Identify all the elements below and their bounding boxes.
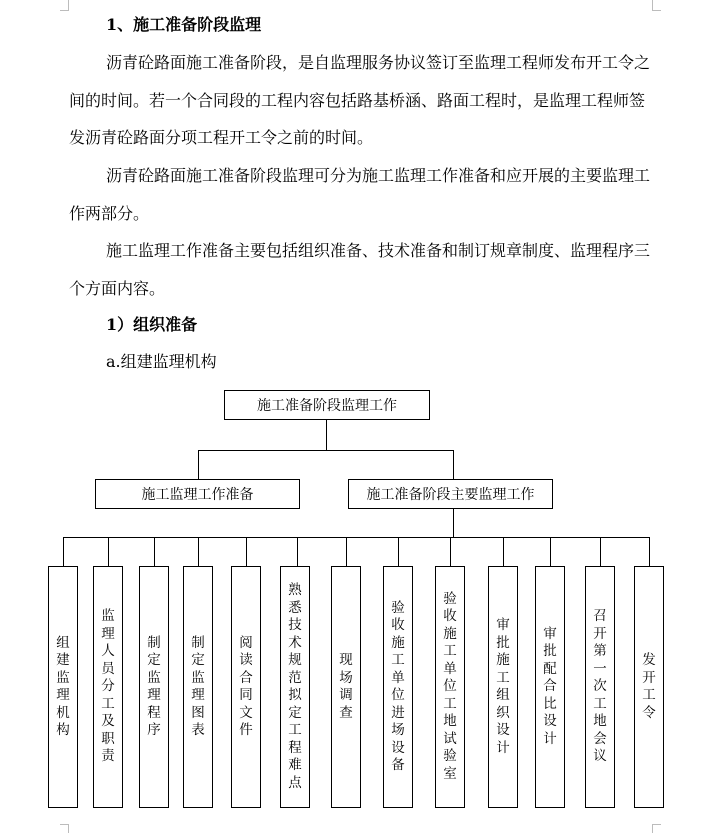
connector-leaf-12 [600, 537, 601, 566]
page-corner-mark-top-left [60, 0, 69, 11]
org-leaf-label-4: 制定监理图表 [191, 634, 205, 738]
org-leaf-label-5: 阅读合同文件 [239, 634, 253, 738]
org-leaf-label-13: 发开工令 [642, 652, 656, 721]
connector-leaf-bar [63, 537, 649, 538]
org-leaf-label-10: 审批施工组织设计 [496, 617, 510, 756]
org-leaf-label-9: 验收施工单位工地试验室 [443, 590, 457, 782]
paragraph-1: 沥青砼路面施工准备阶段，是自监理服务协议签订至监理工程师发布开工令之间的时间。若一个合同段的工程内容包括路基桥涵、路面工程时，是监理工程师签发沥青砼路面分项工程开工令之前的时间。 [69, 53, 651, 147]
org-leaf-box-9 [435, 566, 465, 808]
org-leaf-label-3: 制定监理程序 [147, 634, 161, 738]
connector-leaf-3 [154, 537, 155, 566]
connector-leaf-9 [450, 537, 451, 566]
connector-leaf-5 [246, 537, 247, 566]
org-leaf-label-12: 召开第一次工地会议 [593, 608, 607, 765]
org-branch-box-main-work: 施工准备阶段主要监理工作 [348, 479, 553, 509]
org-leaf-box-1 [48, 566, 78, 808]
org-leaf-label-8: 验收施工单位进场设备 [391, 599, 405, 773]
connector-leaf-10 [503, 537, 504, 566]
org-leaf-box-11 [535, 566, 565, 808]
connector-leaf-11 [550, 537, 551, 566]
connector-leaf-13 [649, 537, 650, 566]
connector-branch-left [198, 450, 199, 479]
connector-leaf-7 [346, 537, 347, 566]
org-branch-box-prep: 施工监理工作准备 [95, 479, 300, 509]
connector-leaf-4 [198, 537, 199, 566]
org-leaf-box-13 [634, 566, 664, 808]
org-root-box: 施工准备阶段监理工作 [224, 390, 430, 420]
connector-leaf-6 [297, 537, 298, 566]
page-corner-mark-top-right [652, 0, 661, 11]
connector-right-down [453, 509, 454, 537]
item-label: a.组建监理机构 [106, 352, 217, 371]
org-leaf-box-6 [280, 566, 310, 808]
paragraph-3: 施工监理工作准备主要包括组织准备、技术准备和制订规章制度、监理程序三个方面内容。 [69, 241, 651, 298]
org-leaf-label-2: 监理人员分工及职责 [101, 608, 115, 765]
connector-leaf-2 [108, 537, 109, 566]
org-leaf-box-10 [488, 566, 518, 808]
connector-leaf-1 [63, 537, 64, 566]
org-leaf-box-7 [331, 566, 361, 808]
org-leaf-box-2 [93, 566, 123, 808]
connector-leaf-8 [398, 537, 399, 566]
org-leaf-box-4 [183, 566, 213, 808]
paragraph-2: 沥青砼路面施工准备阶段监理可分为施工监理工作准备和应开展的主要监理工作两部分。 [69, 166, 651, 223]
org-leaf-label-1: 组建监理机构 [56, 634, 70, 738]
org-leaf-box-5 [231, 566, 261, 808]
connector-branch-bar [198, 450, 454, 451]
org-leaf-label-11: 审批配合比设计 [543, 625, 557, 747]
subheading: 1）组织准备 [106, 315, 198, 334]
org-leaf-box-12 [585, 566, 615, 808]
org-leaf-box-8 [383, 566, 413, 808]
connector-branch-right [453, 450, 454, 479]
section-heading: 1、施工准备阶段监理 [106, 15, 262, 34]
org-leaf-label-6: 熟悉技术规范拟定工程难点 [288, 582, 302, 791]
org-leaf-label-7: 现场调查 [339, 652, 353, 721]
connector-root-down [326, 420, 327, 450]
org-leaf-box-3 [139, 566, 169, 808]
